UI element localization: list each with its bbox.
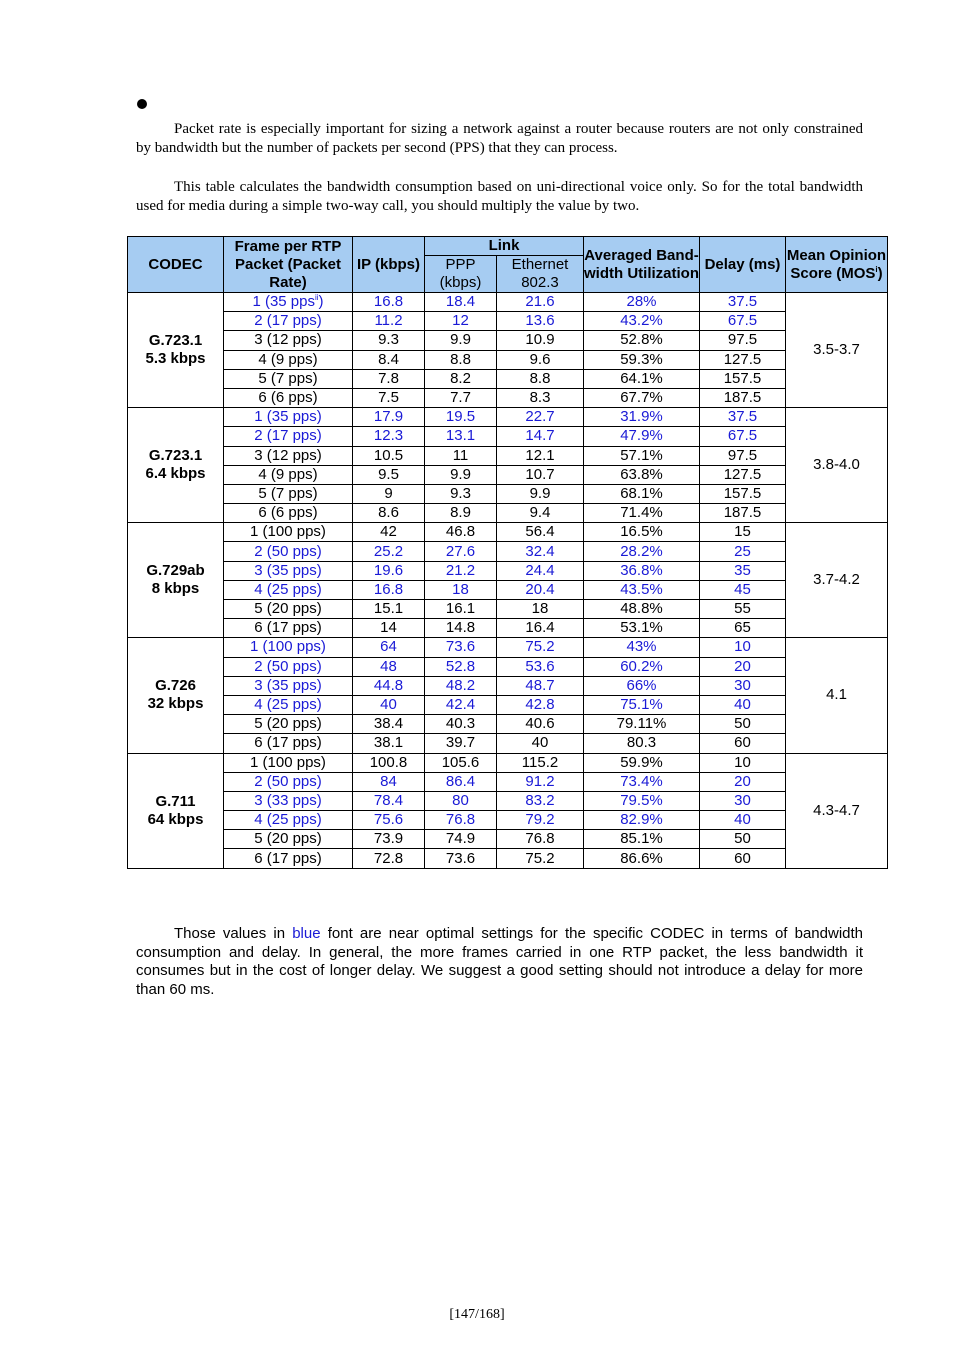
header-ethernet: Ethernet 802.3 [497,256,584,293]
ppp-cell: 8.8 [425,350,497,369]
util-cell: 28.2% [584,542,700,561]
ip-cell: 12.3 [353,427,425,446]
header-codec: CODEC [128,237,224,293]
delay-cell: 35 [700,561,786,580]
frame-value: 5 (7 pps) [258,484,318,502]
delay-cell: 30 [700,676,786,695]
eth-cell: 10.7 [497,465,584,484]
ip-cell: 73.9 [353,830,425,849]
header-mos-footnote: i [875,264,878,274]
ip-cell: 25.2 [353,542,425,561]
util-cell: 73.4% [584,772,700,791]
delay-cell: 157.5 [700,484,786,503]
util-cell: 63.8% [584,465,700,484]
delay-cell: 40 [700,695,786,714]
frame-value: 6 (17 pps) [254,734,322,752]
frame-cell [224,715,353,734]
ppp-cell: 105.6 [425,753,497,772]
eth-cell: 56.4 [497,523,584,542]
ppp-cell: 9.9 [425,465,497,484]
util-cell: 64.1% [584,369,700,388]
codec-name-cell [128,523,224,638]
util-cell: 28% [584,293,700,312]
delay-cell: 60 [700,734,786,753]
header-mos [786,237,888,293]
table-row [128,484,888,503]
delay-cell: 25 [700,542,786,561]
codec-name: G.723.1 [148,447,203,465]
mos-cell: 3.7-4.2 [786,523,888,638]
ppp-cell: 46.8 [425,523,497,542]
delay-cell: 37.5 [700,408,786,427]
delay-cell: 45 [700,580,786,599]
codec-name-cell [128,293,224,408]
util-cell: 59.9% [584,753,700,772]
table-row [128,715,888,734]
frame-cell [224,427,353,446]
frame-cell [224,388,353,407]
codec-name: G.723.1 [148,332,203,350]
codec-name-cell [128,408,224,523]
eth-cell: 79.2 [497,811,584,830]
ip-cell: 16.8 [353,580,425,599]
codec-name: G.711 [155,792,196,810]
delay-cell: 65 [700,619,786,638]
ip-cell: 10.5 [353,446,425,465]
header-delay: Delay (ms) [700,237,786,293]
codec-bandwidth-table [127,236,888,869]
table-row [128,811,888,830]
header-mos-close: ) [877,264,883,282]
frame-cell [224,580,353,599]
eth-cell: 8.8 [497,369,584,388]
frame-cell [224,695,353,714]
ppp-cell: 80 [425,791,497,810]
frame-value: 3 (35 pps) [254,561,322,579]
ppp-cell: 18.4 [425,293,497,312]
frame-cell [224,600,353,619]
mos-cell: 4.3-4.7 [786,753,888,868]
frame-cell [224,561,353,580]
frame-value: 6 (17 pps) [254,849,322,867]
ip-cell: 17.9 [353,408,425,427]
eth-cell: 75.2 [497,849,584,868]
note-text-after: font are near optimal settings for the specific CODEC in terms of bandwidth consumption and delay. In general, the more frames carried in one RTP packet, the less bandwidth it consumes but in the cost of longer delay. We suggest a good setting should not introduce a delay for more than 60 ms. [136,925,863,998]
codec-name: G.729ab [146,562,205,580]
eth-cell: 42.8 [497,695,584,714]
frame-value: 4 (25 pps) [254,696,322,714]
ppp-cell: 12 [425,312,497,331]
frame-value: 2 (50 pps) [254,542,322,560]
frame-cell [224,791,353,810]
table-row [128,753,888,772]
eth-cell: 9.6 [497,350,584,369]
frame-value: 1 (100 pps) [250,638,326,656]
table-row [128,638,888,657]
util-cell: 82.9% [584,811,700,830]
ip-cell: 9.3 [353,331,425,350]
frame-cell [224,523,353,542]
util-cell: 57.1% [584,446,700,465]
frame-cell [224,811,353,830]
ppp-cell: 40.3 [425,715,497,734]
frame-cell [224,446,353,465]
table-row [128,504,888,523]
util-cell: 16.5% [584,523,700,542]
header-ip: IP (kbps) [353,237,425,293]
ip-cell: 75.6 [353,811,425,830]
note-text-before: Those values in [174,925,293,942]
codec-rate: 32 kbps [147,695,204,713]
table-row [128,734,888,753]
ppp-cell: 18 [425,580,497,599]
frame-cell [224,465,353,484]
util-cell: 43.2% [584,312,700,331]
bullet-point [137,99,147,109]
ip-cell: 72.8 [353,849,425,868]
util-cell: 75.1% [584,695,700,714]
util-cell: 67.7% [584,388,700,407]
eth-cell: 40.6 [497,715,584,734]
delay-cell: 10 [700,753,786,772]
table-row [128,388,888,407]
ip-cell: 78.4 [353,791,425,810]
intro-text-1: Packet rate is especially important for sizing a network against a router because routers are not only constrained by bandwidth but the number of packets per second (PPS) that they can process. [136,121,863,156]
frame-cell [224,312,353,331]
table-row [128,465,888,484]
delay-cell: 97.5 [700,331,786,350]
table-row [128,830,888,849]
header-link: Link [425,237,584,256]
util-cell: 59.3% [584,350,700,369]
ppp-cell: 21.2 [425,561,497,580]
frame-value: 5 (20 pps) [254,600,322,618]
ppp-cell: 86.4 [425,772,497,791]
util-cell: 85.1% [584,830,700,849]
frame-cell [224,504,353,523]
ppp-cell: 7.7 [425,388,497,407]
codec-name-cell [128,638,224,753]
util-cell: 66% [584,676,700,695]
eth-cell: 16.4 [497,619,584,638]
eth-cell: 21.6 [497,293,584,312]
ppp-cell: 27.6 [425,542,497,561]
eth-cell: 8.3 [497,388,584,407]
frame-cell [224,676,353,695]
table-row [128,408,888,427]
delay-cell: 187.5 [700,504,786,523]
frame-value: 1 (100 pps) [250,753,326,771]
header-frame: Frame per RTP Packet (Packet Rate) [224,237,353,293]
ip-cell: 11.2 [353,312,425,331]
delay-cell: 67.5 [700,427,786,446]
table-row [128,427,888,446]
util-cell: 36.8% [584,561,700,580]
frame-value: 2 (17 pps) [254,312,322,330]
util-cell: 47.9% [584,427,700,446]
ppp-cell: 42.4 [425,695,497,714]
frame-cell [224,369,353,388]
util-cell: 43% [584,638,700,657]
table-row [128,619,888,638]
ip-cell: 14 [353,619,425,638]
util-cell: 31.9% [584,408,700,427]
table-row [128,542,888,561]
util-cell: 80.3 [584,734,700,753]
eth-cell: 48.7 [497,676,584,695]
frame-cell [224,734,353,753]
ppp-cell: 8.2 [425,369,497,388]
ppp-cell: 74.9 [425,830,497,849]
delay-cell: 37.5 [700,293,786,312]
delay-cell: 60 [700,849,786,868]
frame-cell: 1 (35 pps$^{ii}$) [224,293,353,312]
util-cell: 79.5% [584,791,700,810]
util-cell: 52.8% [584,331,700,350]
util-cell: 53.1% [584,619,700,638]
table-row [128,580,888,599]
util-cell: 68.1% [584,484,700,503]
util-cell: 71.4% [584,504,700,523]
ip-cell: 84 [353,772,425,791]
table-row [128,312,888,331]
eth-cell: 53.6 [497,657,584,676]
ip-cell: 8.4 [353,350,425,369]
codec-name: G.726 [155,677,196,695]
frame-value: 4 (25 pps) [254,580,322,598]
ip-cell: 38.1 [353,734,425,753]
table-row [128,791,888,810]
ppp-cell: 16.1 [425,600,497,619]
delay-cell: 15 [700,523,786,542]
delay-cell: 40 [700,811,786,830]
mos-cell: 4.1 [786,638,888,753]
frame-cell [224,753,353,772]
ppp-cell: 11 [425,446,497,465]
eth-cell: 22.7 [497,408,584,427]
frame-cell [224,849,353,868]
delay-cell: 127.5 [700,350,786,369]
frame-value: 2 (50 pps) [254,657,322,675]
note-paragraph [136,925,863,999]
util-cell: 79.11% [584,715,700,734]
eth-cell: 12.1 [497,446,584,465]
ip-cell: 38.4 [353,715,425,734]
header-utilization: Averaged Band-width Utilization [584,237,700,293]
frame-value: 6 (6 pps) [258,504,318,522]
delay-cell: 55 [700,600,786,619]
ip-cell: 48 [353,657,425,676]
table-row [128,369,888,388]
frame-cell [224,408,353,427]
frame-value: 5 (7 pps) [258,369,318,387]
ip-cell: 15.1 [353,600,425,619]
frame-value: 3 (12 pps) [254,446,322,464]
ppp-cell: 14.8 [425,619,497,638]
frame-cell [224,772,353,791]
delay-cell: 50 [700,715,786,734]
note-blue-word: blue [292,925,321,942]
table-row [128,293,888,312]
eth-cell: 75.2 [497,638,584,657]
util-cell: 43.5% [584,580,700,599]
frame-value: 1 (100 pps) [250,523,326,541]
ip-cell: 100.8 [353,753,425,772]
eth-cell: 40 [497,734,584,753]
frame-cell [224,542,353,561]
eth-cell: 9.9 [497,484,584,503]
util-cell: 60.2% [584,657,700,676]
frame-cell [224,331,353,350]
intro-text-2: This table calculates the bandwidth consumption based on uni-directional voice only. So for the total bandwidth used for media during a simple two-way call, you should multiply the value by two. [136,179,863,214]
ip-cell: 9 [353,484,425,503]
eth-cell: 9.4 [497,504,584,523]
ppp-cell: 52.8 [425,657,497,676]
frame-value: 2 (50 pps) [254,772,322,790]
ip-cell: 42 [353,523,425,542]
codec-rate: 64 kbps [147,810,204,828]
ip-cell: 9.5 [353,465,425,484]
table-row [128,600,888,619]
ppp-cell: 73.6 [425,849,497,868]
delay-cell: 30 [700,791,786,810]
codec-name-cell [128,753,224,868]
eth-cell: 76.8 [497,830,584,849]
table-row [128,523,888,542]
frame-cell [224,350,353,369]
codec-rate: 5.3 kbps [145,350,206,368]
frame-value: 1 (35 pps [252,293,315,311]
table-row [128,849,888,868]
delay-cell: 20 [700,657,786,676]
ip-cell: 44.8 [353,676,425,695]
ppp-cell: 19.5 [425,408,497,427]
ppp-cell: 76.8 [425,811,497,830]
ip-cell: 40 [353,695,425,714]
frame-value: 5 (20 pps) [254,715,322,733]
frame-value: 3 (33 pps) [254,791,322,809]
delay-cell: 157.5 [700,369,786,388]
eth-cell: 14.7 [497,427,584,446]
table-row [128,772,888,791]
header-mos-text: Mean Opinion Score (MOS [786,246,887,282]
ppp-cell: 8.9 [425,504,497,523]
codec-rate: 8 kbps [151,580,200,598]
eth-cell: 91.2 [497,772,584,791]
frame-value: 4 (25 pps) [254,811,322,829]
frame-cell [224,657,353,676]
delay-cell: 50 [700,830,786,849]
ip-cell: 8.6 [353,504,425,523]
ppp-cell: 9.3 [425,484,497,503]
delay-cell: 20 [700,772,786,791]
ppp-cell: 13.1 [425,427,497,446]
delay-cell: 97.5 [700,446,786,465]
util-cell: 86.6% [584,849,700,868]
eth-cell: 32.4 [497,542,584,561]
ppp-cell: 9.9 [425,331,497,350]
delay-cell: 127.5 [700,465,786,484]
table-row [128,350,888,369]
eth-cell: 115.2 [497,753,584,772]
table-row [128,676,888,695]
frame-cell [224,638,353,657]
table-body [128,293,888,869]
delay-cell: 67.5 [700,312,786,331]
table-row [128,695,888,714]
mos-cell: 3.5-3.7 [786,293,888,408]
frame-cell [224,830,353,849]
frame-value: 5 (20 pps) [254,830,322,848]
frame-value: 6 (17 pps) [254,619,322,637]
eth-cell: 18 [497,600,584,619]
footnote-ref: ii [314,293,319,303]
frame-value: 1 (35 pps) [254,408,322,426]
frame-value: 2 (17 pps) [254,427,322,445]
table-row [128,561,888,580]
frame-value: 4 (9 pps) [258,465,318,483]
codec-rate: 6.4 kbps [145,465,206,483]
frame-cell [224,619,353,638]
frame-value: 3 (12 pps) [254,331,322,349]
intro-paragraph-2 [136,178,863,216]
ppp-cell: 73.6 [425,638,497,657]
ip-cell: 64 [353,638,425,657]
delay-cell: 10 [700,638,786,657]
frame-value: 4 (9 pps) [258,350,318,368]
delay-cell: 187.5 [700,388,786,407]
eth-cell: 83.2 [497,791,584,810]
ip-cell: 19.6 [353,561,425,580]
table-row [128,446,888,465]
ppp-cell: 39.7 [425,734,497,753]
ppp-cell: 48.2 [425,676,497,695]
ip-cell: 16.8 [353,293,425,312]
page-number: [147/168] [449,1307,505,1322]
mos-cell: 3.8-4.0 [786,408,888,523]
header-ppp: PPP (kbps) [425,256,497,293]
frame-value: 3 (35 pps) [254,676,322,694]
intro-paragraph-1 [136,120,863,158]
util-cell: 48.8% [584,600,700,619]
eth-cell: 13.6 [497,312,584,331]
eth-cell: 10.9 [497,331,584,350]
table-row [128,331,888,350]
frame-cell [224,484,353,503]
ip-cell: 7.5 [353,388,425,407]
ip-cell: 7.8 [353,369,425,388]
table-row [128,657,888,676]
eth-cell: 24.4 [497,561,584,580]
frame-value: 6 (6 pps) [258,389,318,407]
eth-cell: 20.4 [497,580,584,599]
